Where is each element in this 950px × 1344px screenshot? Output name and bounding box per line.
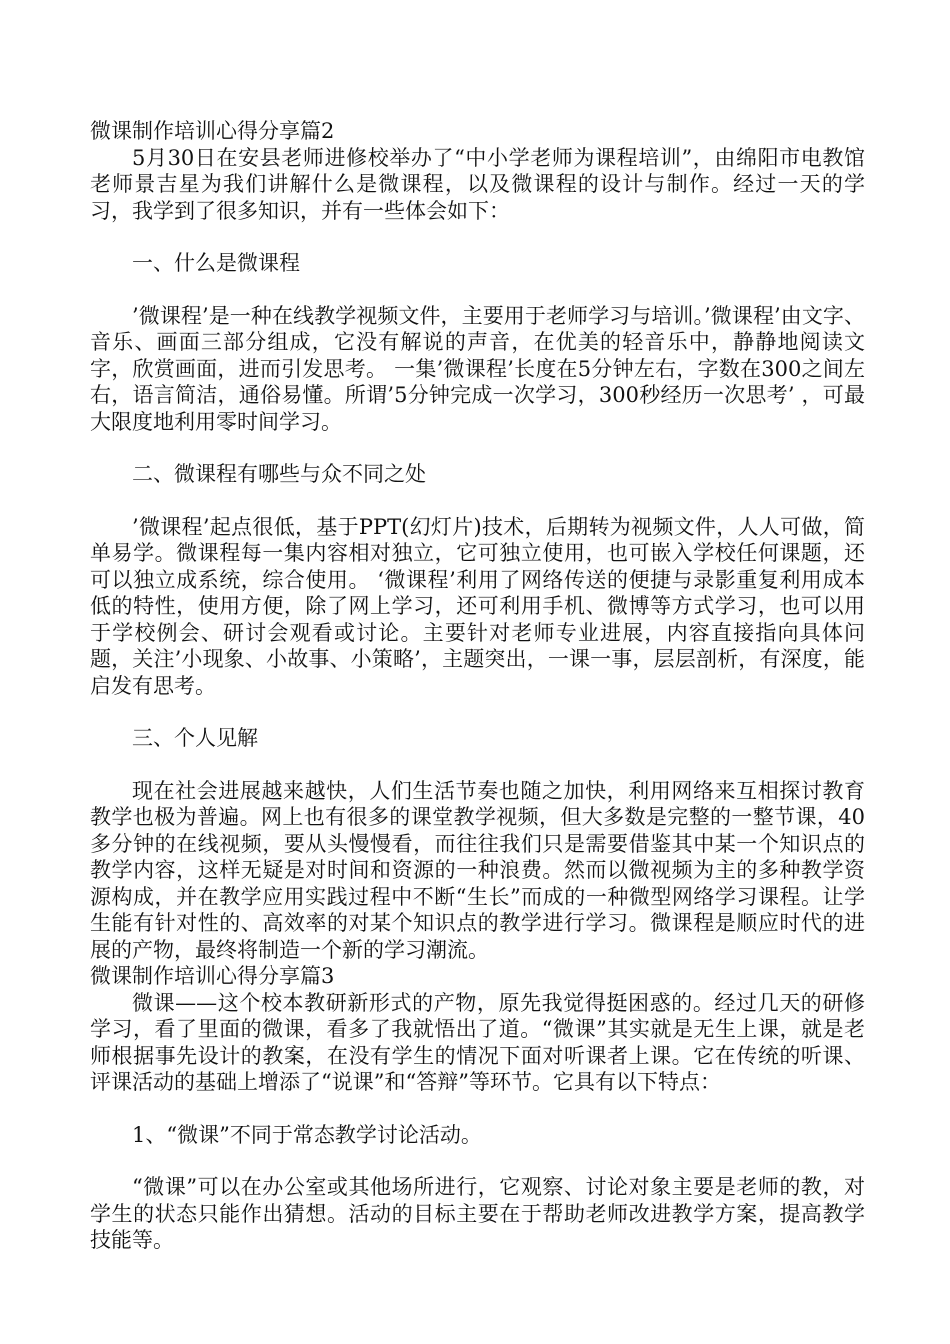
section-3-intro: 微课——这个校本教研新形式的产物，原先我觉得挺困惑的。经过几天的研修学习，看了里面的微课，看多了我就悟出了道。“微课”其实就是无生上课，就是老师根据事先设计的教案，在没有学生的情况下面对听课者上课。它在传统的听课、评课活动的基础上增添了“说课”和“答辩”等环节。它具有以下特点： <box>90 990 865 1094</box>
section-2-title: 微课制作培训心得分享篇2 <box>90 119 335 143</box>
section-2-paragraph-1: ’微课程’是一种在线教学视频文件，主要用于老师学习与培训。’微课程’由文字、音乐、画面三部分组成，它没有解说的声音，在优美的轻音乐中，静静地阅读文字，欣赏画面，进而引发思考。 一集’微课程’长度在5分钟左右，字数在300之间左右，语言简洁，通俗易懂。所谓’5分钟完成一次学习，300秒经历一次思考’ ，可最大限度地利用零时间学习。 <box>90 303 865 434</box>
section-2-intro: 5月30日在安县老师进修校举办了“中小学老师为课程培训”，由绵阳市电教馆老师景吉星为我们讲解什么是微课程，以及微课程的设计与制作。经过一天的学习，我学到了很多知识，并有一些体会如下： <box>90 145 865 223</box>
document-page <box>90 118 865 1254</box>
section-2-heading-3: 三、个人见解 <box>132 726 258 750</box>
section-2-heading-1: 一、什么是微课程 <box>132 251 300 275</box>
section-3-title: 微课制作培训心得分享篇3 <box>90 964 335 988</box>
section-2-paragraph-2: ’微课程’起点很低，基于PPT(幻灯片)技术，后期转为视频文件，人人可做，简单易学。微课程每一集内容相对独立，它可独立使用，也可嵌入学校任何课题，还可以独立成系统，综合使用。 ‘微课程’利用了网络传送的便捷与录影重复利用成本低的特性，使用方便，除了网上学习，还可利用手机、微博等方式学习，也可以用于学校例会、研讨会观看或讨论。主要针对老师专业进展，内容直接指向具体问题，关注’小现象、小故事、小策略’，主题突出，一课一事，层层剖析，有深度，能启发有思考。 <box>90 514 865 698</box>
section-2-heading-2: 二、微课程有哪些与众不同之处 <box>132 462 426 486</box>
section-3-heading-1: 1、“微课”不同于常态教学讨论活动。 <box>132 1122 482 1147</box>
section-3-paragraph-1: “微课”可以在办公室或其他场所进行，它观察、讨论对象主要是老师的教，对学生的状态只能作出猜想。活动的目标主要在于帮助老师改进教学方案，提高教学技能等。 <box>90 1175 865 1252</box>
section-2-paragraph-3: 现在社会进展越来越快，人们生活节奏也随之加快，利用网络来互相探讨教育教学也极为普遍。网上也有很多的课堂教学视频，但大多数是完整的一整节课，40多分钟的在线视频，要从头慢慢看，而往往我们只是需要借鉴其中某一个知识点的教学内容，这样无疑是对时间和资源的一种浪费。然而以微视频为主的多种教学资源构成，并在教学应用实践过程中不断“生长”而成的一种微型网络学习课程。让学生能有针对性的、高效率的对某个知识点的教学进行学习。微课程是顺应时代的进展的产物，最终将制造一个新的学习潮流。 <box>90 778 865 962</box>
